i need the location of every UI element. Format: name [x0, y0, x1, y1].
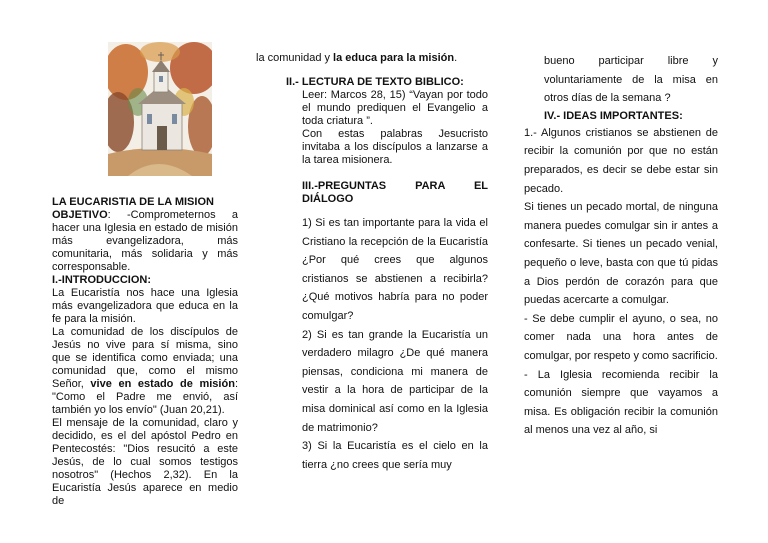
intro-heading: I.-INTRODUCCION: [52, 274, 151, 286]
idea-4: - La Iglesia recomienda recibir la comunión siempre que vayamos a misa. Es obligación recibir la comunión al menos una vez al año, si [524, 368, 718, 437]
column-right [524, 52, 718, 440]
idea-1: 1.- Algunos cristianos se abstienen de recibir la comunión por que no están preparados, es decir se debe estar sin pecado. [524, 126, 718, 195]
section-heading-questions: III.-PREGUNTAS PARA EL DIÁLOGO [302, 180, 488, 205]
intro-paragraph-3: El mensaje de la comunidad, claro y decidido, es el del apóstol Pedro en Pentecostés: "Dios resucitó a este Jesús, de lo cual somos testigos nosotros" (Hechos 2,32). En la Eucaristía Jesús aparece en medio de [52, 417, 238, 507]
idea-2: Si tienes un pecado mortal, de ninguna manera puedes comulgar sin ir antes a confesarte. Si tienes un pecado venial, pequeño o leve, basta con que tú pidas a Dios perdón de corazón para que puedas acercarte a comulgar. [524, 201, 718, 307]
column-middle [256, 52, 488, 474]
question-3: 3) Si la Eucaristía es el cielo en la tierra ¿no crees que sería muy [302, 440, 488, 471]
question-1: 1) Si es tan importante para la vida el Cristiano la recepción de la Eucaristía ¿Por qué crees que algunos cristianos se abstienen a recibirla?¿Qué motivos habría para no poder comulgar? [302, 217, 488, 322]
document-title: LA EUCARISTIA DE LA MISION [52, 196, 214, 208]
continuation-line: la comunidad y la educa para la misión. [256, 52, 458, 64]
continuation-question: bueno participar libre y voluntariamente de la misa en otros días de la semana ? [544, 55, 718, 105]
section-heading-ideas: IV.- IDEAS IMPORTANTES: [544, 109, 683, 122]
church-illustration-icon [108, 42, 212, 176]
objective: OBJETIVO: -Comprometernos a hacer una Iglesia en estado de misión más evangelizadora, más comunitaria, más solidaria y más corresponsable. [52, 209, 238, 273]
intro-paragraph-2: La comunidad de los discípulos de Jesús no vive para sí misma, sino que se identifica como enviada; una comunidad que, como el mismo Señor, vive en estado de misión: "Como el Padre me envió, así también yo los envío" (Juan 20,21). [52, 326, 238, 416]
idea-3: - Se debe cumplir el ayuno, o sea, no comer nada una hora antes de comulgar, por respeto y como sacrificio. [524, 312, 718, 362]
objective-label: OBJETIVO [52, 209, 108, 221]
reading-text: Leer: Marcos 28, 15) “Vayan por todo el mundo prediquen el Evangelio a toda criatura ”. [302, 89, 488, 127]
church-illustration [108, 42, 212, 176]
section-heading-reading: II.- LECTURA DE TEXTO BIBLICO: [286, 76, 464, 88]
column-left [52, 196, 238, 508]
reading-commentary: Con estas palabras Jesucristo invitaba a los discípulos a lanzarse a la tarea misionera. [302, 128, 488, 166]
intro-paragraph-1: La Eucaristía nos hace una Iglesia más evangelizadora que educa en la fe para la misión. [52, 287, 238, 325]
question-2: 2) Si es tan grande la Eucaristía un verdadero milagro ¿De qué manera piensas, condiciona mi manera de vestir a la hora de participar de la misa dominical así como en la Iglesia de matrimonio? [302, 328, 488, 434]
